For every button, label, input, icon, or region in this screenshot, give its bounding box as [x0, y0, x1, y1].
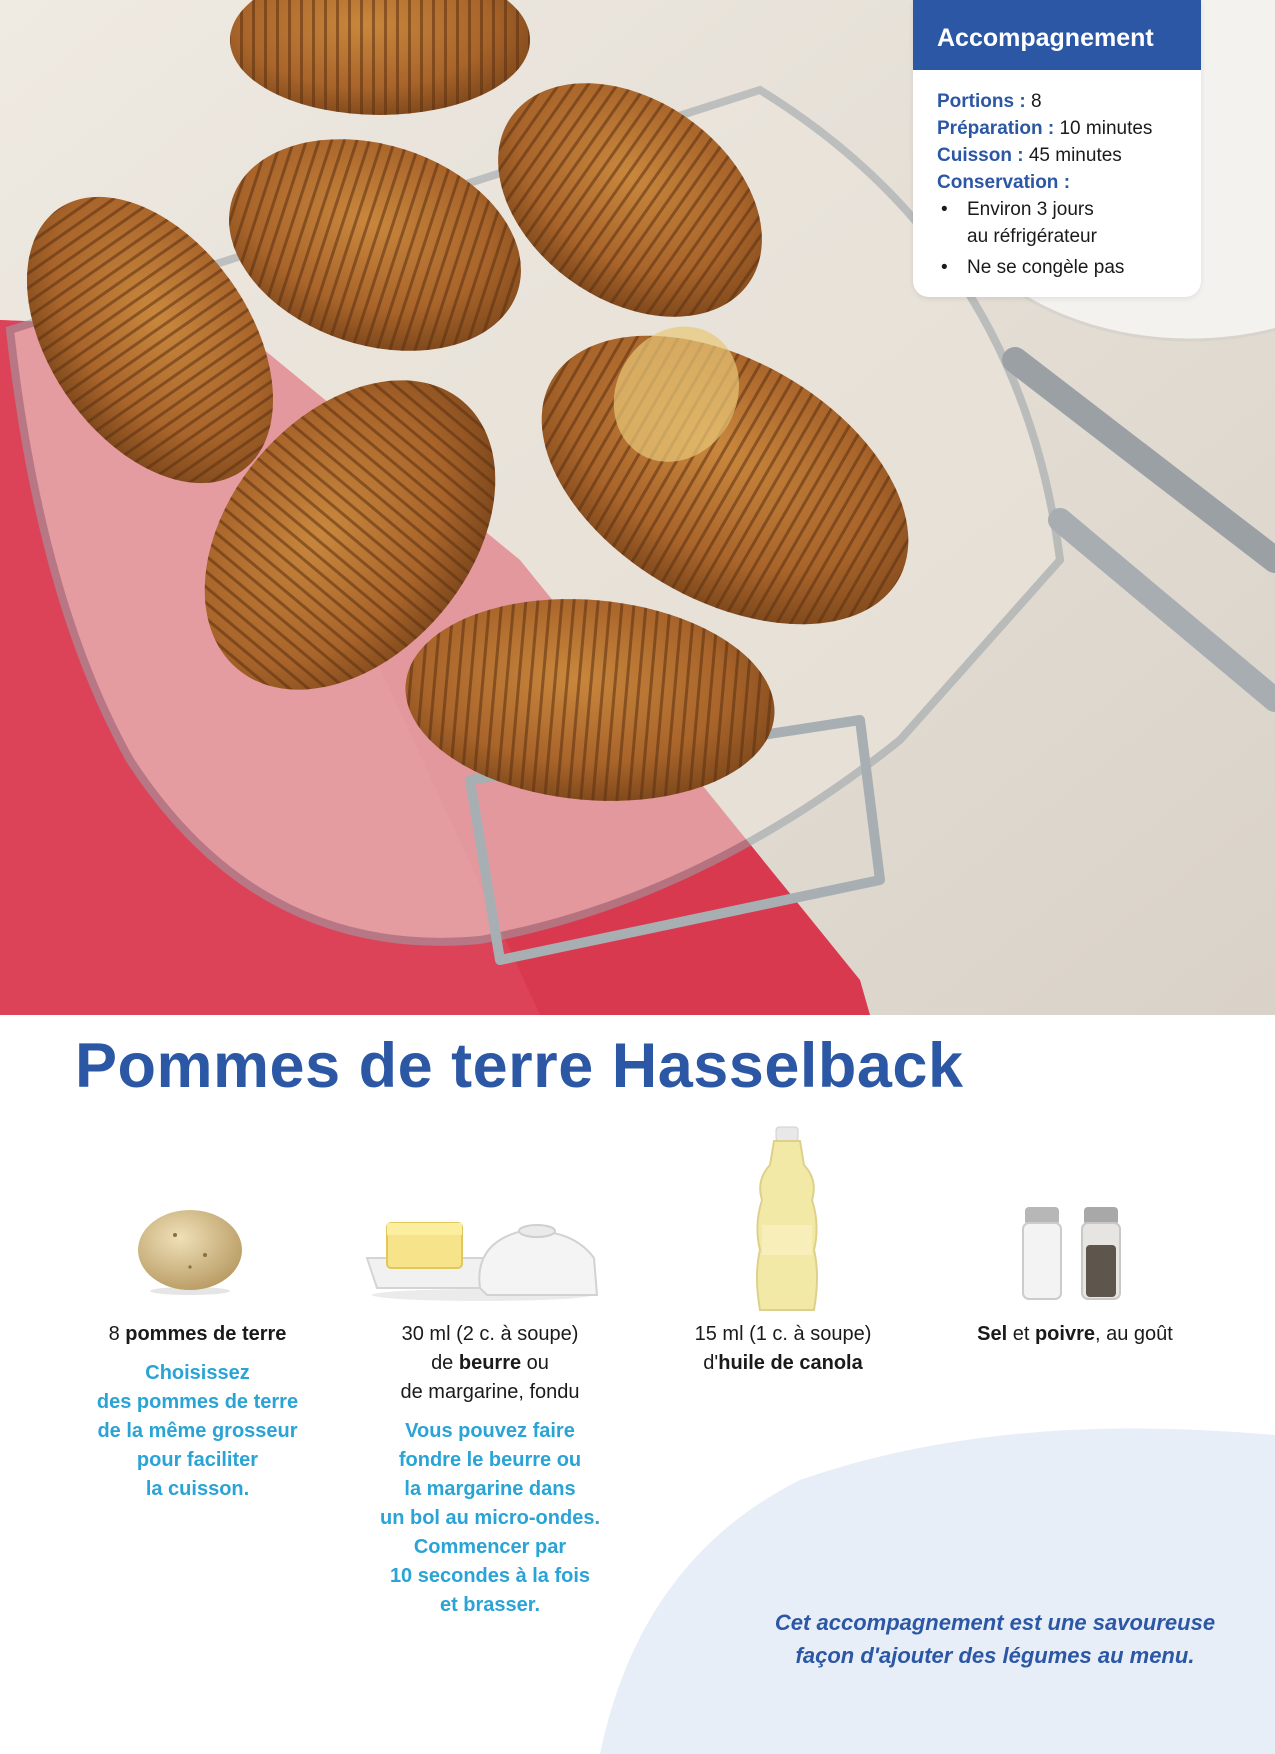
potatoes-tip: [80, 1359, 315, 1504]
butter-alt: de margarine, fondu: [400, 1381, 580, 1403]
butter-tip-line: un bol au micro-ondes.: [379, 1507, 600, 1529]
butter-tip: [355, 1417, 625, 1620]
potatoes-qty: 8: [108, 1323, 126, 1345]
potatoes-name: pommes de terre: [125, 1323, 287, 1345]
butter-tip-line: et brasser.: [439, 1594, 541, 1616]
potatoes-tip-line: Choisissez: [145, 1362, 250, 1384]
pepper-name: poivre: [1034, 1323, 1095, 1345]
cook-value: 45 minutes: [1028, 145, 1122, 166]
butter-post: ou: [521, 1352, 549, 1374]
prep-value: 10 minutes: [1059, 118, 1153, 139]
portions-label: Portions :: [937, 91, 1026, 112]
butter-pre: de: [431, 1352, 459, 1374]
potatoes-tip-line: la cuisson.: [145, 1478, 250, 1500]
butter-tip-line: Commencer par: [413, 1536, 567, 1558]
potatoes-line: [80, 1320, 315, 1349]
storage-fridge-line2: au réfrigérateur: [967, 226, 1097, 247]
potatoes-tip-line: pour faciliter: [136, 1449, 259, 1471]
ingredient-butter: [355, 1320, 625, 1620]
butter-tip-line: Vous pouvez faire: [405, 1420, 575, 1442]
card-heading: Accompagnement: [913, 0, 1201, 70]
butter-qty: 30 ml (2 c. à soupe): [401, 1323, 579, 1345]
salt-pepper-image: [1020, 1205, 1125, 1305]
oil-bottle-image: [752, 1125, 822, 1315]
butter-tip-line: 10 secondes à la fois: [389, 1565, 591, 1587]
oil-pre: d': [703, 1352, 719, 1374]
storage-fridge-line1: Environ 3 jours: [967, 199, 1094, 220]
butter-dish-image: [362, 1203, 602, 1303]
seasoning-mid: et: [1007, 1323, 1035, 1345]
portions-value: 8: [1030, 91, 1042, 112]
storage-item-freezer: • Ne se congèle pas: [941, 254, 1201, 281]
recipe-note: [760, 1606, 1230, 1672]
oil-line: [663, 1349, 903, 1378]
ingredient-oil: [663, 1320, 903, 1378]
salt-name: Sel: [977, 1323, 1008, 1345]
potato-image: [135, 1205, 245, 1295]
cook-label: Cuisson :: [937, 145, 1024, 166]
potatoes-tip-line: des pommes de terre: [96, 1391, 299, 1413]
note-line-2: façon d'ajouter des légumes au menu.: [795, 1643, 1195, 1668]
ingredient-seasoning: [955, 1320, 1195, 1349]
butter-tip-line: fondre le beurre ou: [398, 1449, 582, 1471]
storage-label: Conservation :: [937, 172, 1071, 193]
butter-tip-line: la margarine dans: [404, 1478, 576, 1500]
note-line-1: Cet accompagnement est une savoureuse: [774, 1610, 1216, 1635]
butter-line: [355, 1349, 625, 1378]
oil-name: huile de canola: [718, 1352, 863, 1374]
seasoning-line: [955, 1320, 1195, 1349]
ingredient-potatoes: [80, 1320, 315, 1504]
seasoning-post: , au goût: [1095, 1323, 1173, 1345]
oil-qty: 15 ml (1 c. à soupe): [694, 1323, 872, 1345]
potatoes-tip-line: de la même grosseur: [97, 1420, 298, 1442]
butter-name: beurre: [458, 1352, 522, 1374]
recipe-title: Pommes de terre Hasselback: [75, 1031, 964, 1101]
prep-label: Préparation :: [937, 118, 1055, 139]
